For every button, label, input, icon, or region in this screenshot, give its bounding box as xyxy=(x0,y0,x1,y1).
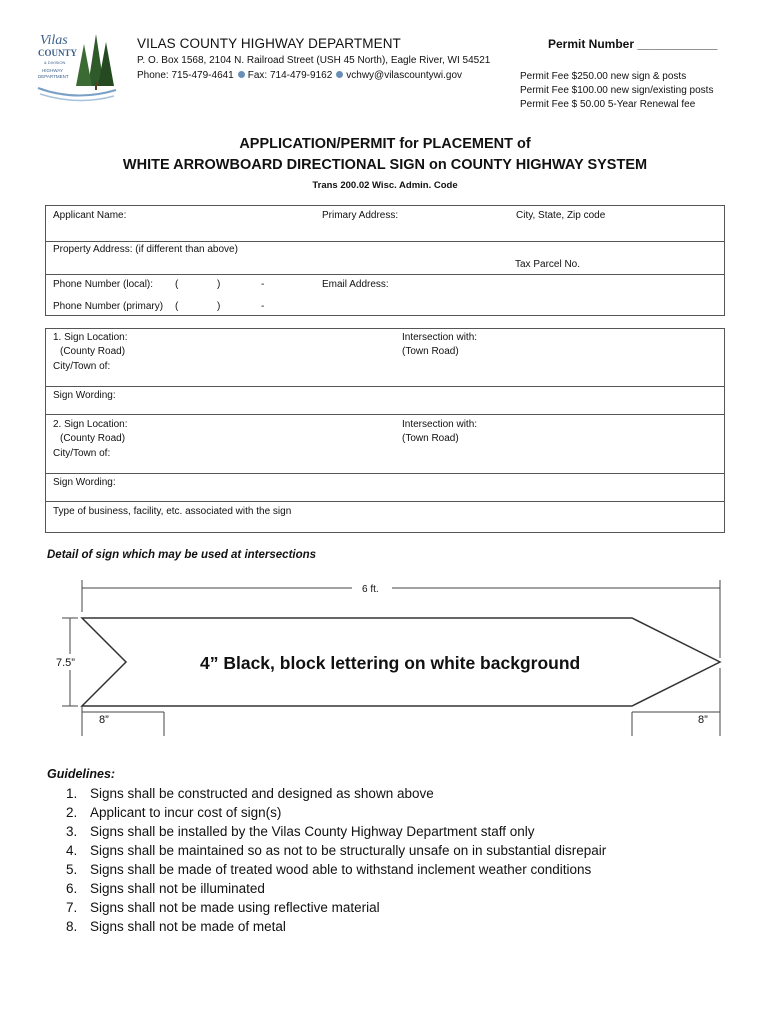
email-text[interactable]: vchwy@vilascountywi.gov xyxy=(346,70,463,81)
phone-text: Phone: 715-479-4641 xyxy=(137,70,234,81)
divider xyxy=(45,501,725,502)
sign1-wording-field[interactable]: Sign Wording: xyxy=(53,390,116,401)
contact-line xyxy=(137,70,462,81)
form-title-line2: WHITE ARROWBOARD DIRECTIONAL SIGN on COUNTY HIGHWAY SYSTEM xyxy=(122,157,648,173)
sign1-location-field[interactable]: 1. Sign Location: xyxy=(53,332,128,343)
county-road-label: (County Road) xyxy=(60,346,126,357)
list-item: 7. Signs shall not be made using reflective material xyxy=(66,900,380,915)
applicant-name-field[interactable]: Applicant Name: xyxy=(53,210,127,221)
sign1-city-town-field[interactable]: City/Town of: xyxy=(53,361,111,372)
bullet-icon xyxy=(336,71,343,78)
svg-text:COUNTY: COUNTY xyxy=(38,48,78,58)
bullet-icon xyxy=(238,71,245,78)
sign-section xyxy=(45,328,725,533)
property-address-field[interactable]: Property Address: (if different than above) xyxy=(53,244,238,255)
tax-parcel-field[interactable]: Tax Parcel No. xyxy=(515,259,581,270)
divider xyxy=(45,386,725,387)
guidelines-list xyxy=(66,784,606,936)
svg-text:DEPARTMENT: DEPARTMENT xyxy=(38,74,69,79)
phone-primary-field[interactable]: Phone Number (primary) xyxy=(53,301,164,312)
sign-lettering-text: 4” Black, block lettering on white background xyxy=(200,653,581,673)
list-item: 5. Signs shall be made of treated wood able to withstand inclement weather conditions xyxy=(66,862,592,877)
sign2-city-town-field[interactable]: City/Town of: xyxy=(53,448,111,459)
divider xyxy=(45,274,725,275)
sign2-intersection-field[interactable]: Intersection with: xyxy=(402,419,478,430)
paren-close: ) xyxy=(217,301,221,312)
paren-open: ( xyxy=(175,301,179,312)
divider xyxy=(45,241,725,242)
fee-list xyxy=(520,70,713,112)
sign1-intersection-field[interactable]: Intersection with: xyxy=(402,332,478,343)
sign2-location-field[interactable]: 2. Sign Location: xyxy=(53,419,128,430)
fee-item: Permit Fee $100.00 new sign/existing posts xyxy=(520,85,714,96)
fax-text: Fax: 714-479-9162 xyxy=(247,70,333,81)
left-offset-label: 8” xyxy=(99,714,109,726)
admin-code: Trans 200.02 Wisc. Admin. Code xyxy=(312,180,458,191)
divider xyxy=(45,414,725,415)
divider xyxy=(45,473,725,474)
sign2-wording-field[interactable]: Sign Wording: xyxy=(53,477,116,488)
diagram-heading: Detail of sign which may be used at intersections xyxy=(47,549,317,561)
dash: - xyxy=(261,301,265,312)
width-dimension-label: 6 ft. xyxy=(362,584,379,595)
svg-text:Vilas: Vilas xyxy=(40,33,68,48)
list-item: 4. Signs shall be maintained so as not to be structurally unsafe on in substantial disrepair xyxy=(66,843,607,858)
primary-address-field[interactable]: Primary Address: xyxy=(322,210,399,221)
fee-item: Permit Fee $250.00 new sign & posts xyxy=(520,71,687,82)
phone-local-field[interactable]: Phone Number (local): xyxy=(53,279,154,290)
list-item: 1. Signs shall be constructed and designed as shown above xyxy=(66,786,434,801)
email-address-field[interactable]: Email Address: xyxy=(322,279,389,290)
paren-open: ( xyxy=(175,279,179,290)
list-item: 3. Signs shall be installed by the Vilas County Highway Department staff only xyxy=(66,824,535,839)
department-address: P. O. Box 1568, 2104 N. Railroad Street (USH 45 North), Eagle River, WI 54521 xyxy=(137,55,491,66)
height-dimension-label: 7.5” xyxy=(56,657,75,669)
form-title-line1: APPLICATION/PERMIT for PLACEMENT of xyxy=(239,136,531,152)
svg-text:& DIVISION: & DIVISION xyxy=(44,60,66,65)
list-item: 8. Signs shall not be made of metal xyxy=(66,919,286,934)
town-road-label: (Town Road) xyxy=(402,433,459,444)
county-road-label: (County Road) xyxy=(60,433,126,444)
right-offset-label: 8” xyxy=(698,714,708,726)
dash: - xyxy=(261,279,265,290)
guidelines-title: Guidelines: xyxy=(47,767,116,781)
business-type-field[interactable]: Type of business, facility, etc. associated with the sign xyxy=(53,506,292,517)
county-logo xyxy=(36,30,120,108)
department-name: VILAS COUNTY HIGHWAY DEPARTMENT xyxy=(137,36,401,51)
city-state-zip-field[interactable]: City, State, Zip code xyxy=(516,210,606,221)
list-item: 2. Applicant to incur cost of sign(s) xyxy=(66,805,282,820)
list-item: 6. Signs shall not be illuminated xyxy=(66,881,265,896)
applicant-section xyxy=(45,205,725,316)
town-road-label: (Town Road) xyxy=(402,346,459,357)
permit-number: Permit Number ____________ xyxy=(548,37,718,51)
svg-text:HIGHWAY: HIGHWAY xyxy=(42,68,63,73)
paren-close: ) xyxy=(217,279,221,290)
fee-item: Permit Fee $ 50.00 5-Year Renewal fee xyxy=(520,99,696,110)
